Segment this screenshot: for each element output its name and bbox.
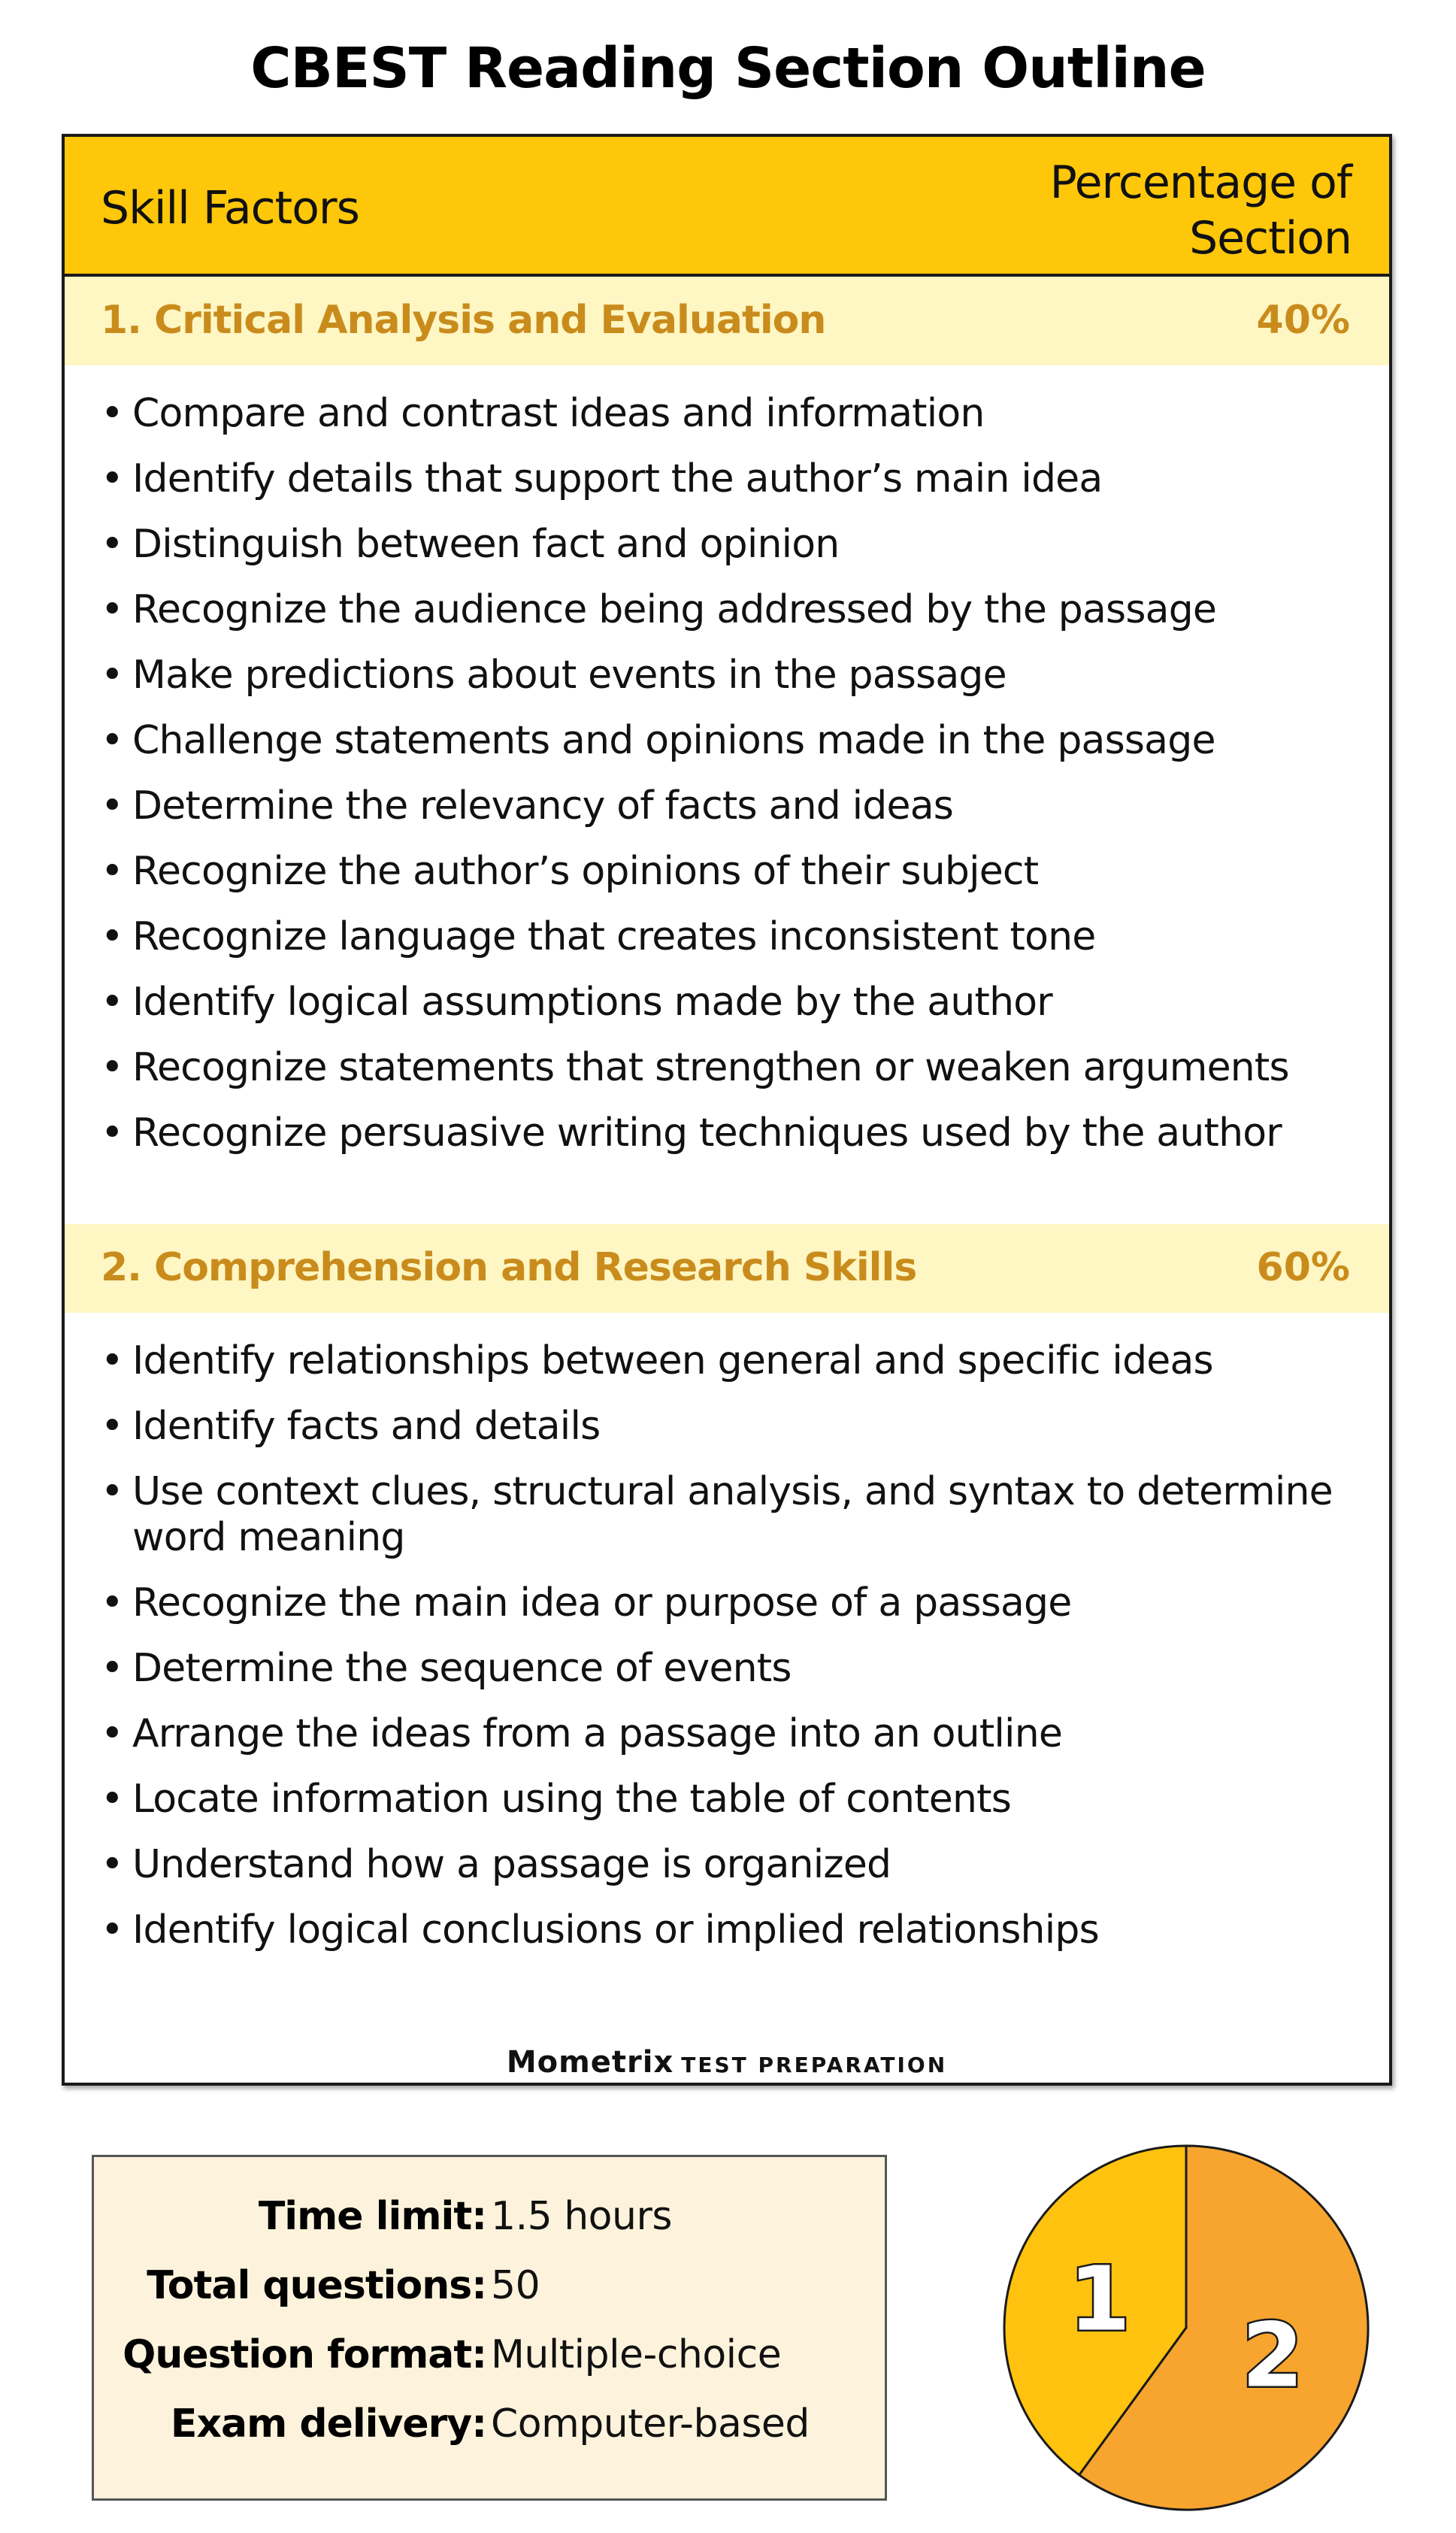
info-row-total-questions — [94, 2259, 885, 2312]
section-pie-chart — [991, 2134, 1382, 2525]
list-item: • Identify logical assumptions made by the author — [101, 980, 1364, 1045]
list-item: • Recognize persuasive writing techniques used by the author — [101, 1110, 1364, 1176]
list-item: • Determine the sequence of events — [101, 1646, 1364, 1711]
list-item: • Recognize statements that strengthen or weaken arguments — [101, 1045, 1364, 1110]
pie-label-1: 1 — [1068, 2247, 1131, 2351]
skill-list-2 — [101, 1338, 1364, 1973]
list-item: • Identify relationships between general and specific ideas — [101, 1338, 1364, 1404]
list-item: • Understand how a passage is organized — [101, 1842, 1364, 1907]
info-value: 1.5 hours — [491, 2194, 672, 2239]
header-skill-factors: Skill Factors — [101, 182, 359, 235]
list-item: • Recognize the audience being addressed by the passage — [101, 587, 1364, 653]
brand-tagline: TEST PREPARATION — [681, 2053, 948, 2077]
info-value: 50 — [491, 2263, 540, 2308]
list-item: • Make predictions about events in the passage — [101, 653, 1364, 718]
info-row-time-limit — [94, 2190, 885, 2243]
exam-info-box — [92, 2155, 887, 2501]
pie-chart-svg — [991, 2134, 1382, 2525]
list-item: • Compare and contrast ideas and information — [101, 391, 1364, 456]
section-title: 1. Critical Analysis and Evaluation — [101, 298, 826, 343]
table-header — [65, 137, 1389, 277]
list-item: • Recognize the author’s opinions of their subject — [101, 849, 1364, 914]
info-label: Exam delivery: — [170, 2401, 486, 2447]
header-percentage: Percentage of Section — [1049, 156, 1352, 265]
page-title: CBEST Reading Section Outline — [250, 36, 1206, 101]
skill-list-1 — [101, 391, 1364, 1176]
list-item: • Use context clues, structural analysis, and syntax to determine word meaning — [101, 1469, 1364, 1580]
section-title: 2. Comprehension and Research Skills — [101, 1245, 917, 1290]
info-label: Question format: — [123, 2332, 486, 2377]
brand-name: Mometrix — [506, 2045, 674, 2080]
section-bar-2 — [65, 1224, 1389, 1313]
list-item: • Identify facts and details — [101, 1404, 1364, 1469]
list-item: • Recognize language that creates inconsistent tone — [101, 914, 1364, 980]
list-item: • Determine the relevancy of facts and ideas — [101, 783, 1364, 849]
info-value: Computer-based — [491, 2401, 810, 2447]
outline-table — [62, 134, 1392, 2086]
pie-label-2: 2 — [1242, 2303, 1304, 2407]
info-row-question-format — [94, 2328, 885, 2381]
info-label: Total questions: — [147, 2263, 486, 2308]
info-label: Time limit: — [258, 2194, 486, 2239]
section-bar-1 — [65, 277, 1389, 365]
section-percent: 40% — [1256, 298, 1350, 343]
list-item: • Challenge statements and opinions made in the passage — [101, 718, 1364, 783]
list-item: • Locate information using the table of contents — [101, 1777, 1364, 1842]
list-item: • Arrange the ideas from a passage into an outline — [101, 1711, 1364, 1777]
list-item: • Identify logical conclusions or implied relationships — [101, 1907, 1364, 1973]
section-percent: 60% — [1256, 1245, 1350, 1290]
info-row-exam-delivery — [94, 2398, 885, 2450]
list-item: • Identify details that support the author’s main idea — [101, 456, 1364, 522]
list-item: • Distinguish between fact and opinion — [101, 522, 1364, 587]
list-item: • Recognize the main idea or purpose of a passage — [101, 1580, 1364, 1646]
brand-logo — [65, 2045, 1389, 2080]
info-value: Multiple-choice — [491, 2332, 782, 2377]
